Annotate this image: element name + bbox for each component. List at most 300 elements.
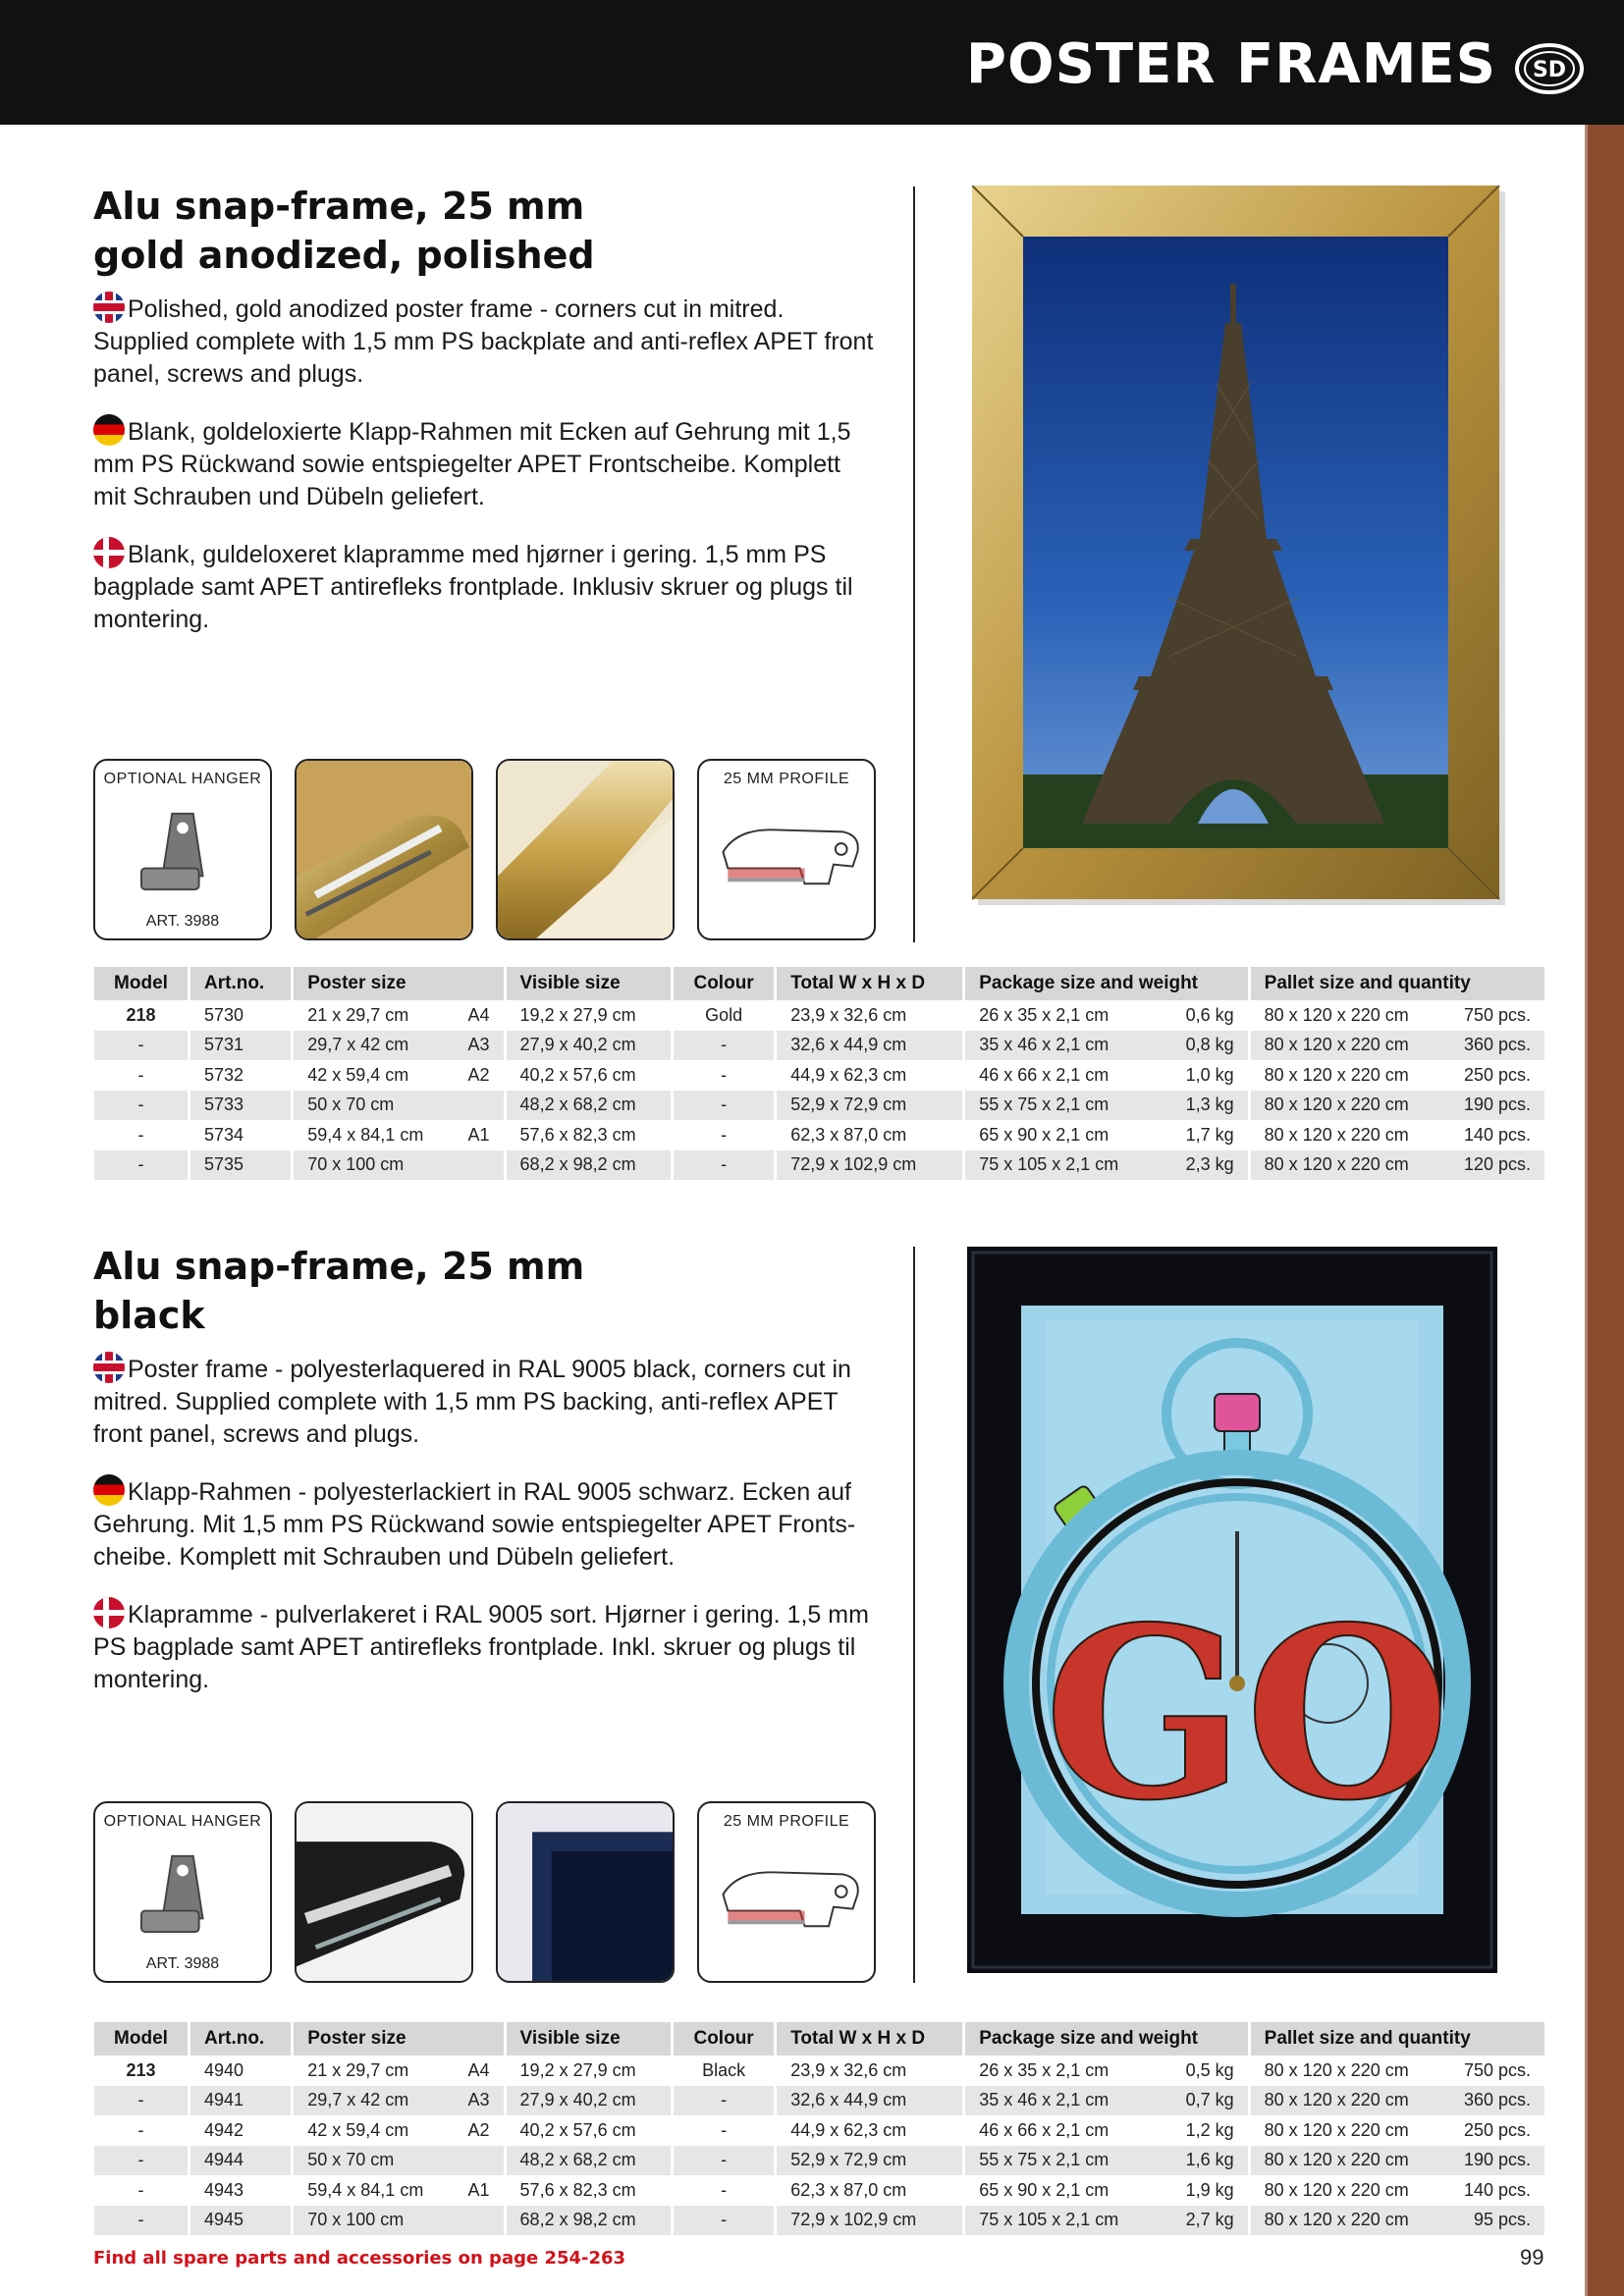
pallet-quantity: 140 pcs. — [1463, 2179, 1531, 2200]
article-number: 4945 — [204, 2210, 244, 2230]
pallet-size: 80 x 120 x 220 cm — [1264, 2119, 1409, 2140]
table-cell — [190, 1031, 291, 1061]
package-size: 75 x 105 x 2,1 cm — [979, 1154, 1119, 1175]
table-row — [94, 1060, 1544, 1091]
colour-value: - — [721, 1154, 728, 1175]
visible-size: 48,2 x 68,2 cm — [519, 1095, 636, 1115]
table-cell — [965, 1031, 1247, 1061]
corner-photo-thumbnail — [496, 759, 675, 940]
model-value: - — [137, 2210, 144, 2230]
package-weight: 0,8 kg — [1185, 1035, 1234, 1055]
thumbnail-article: ART. 3988 — [145, 1955, 220, 1972]
article-number: 5734 — [204, 1124, 244, 1145]
total-dimensions: 32,6 x 44,9 cm — [790, 2090, 907, 2110]
thumbnail-label: OPTIONAL HANGER — [103, 1813, 262, 1830]
poster-size: 21 x 29,7 cm — [307, 2059, 409, 2080]
package-size: 46 x 66 x 2,1 cm — [979, 1064, 1110, 1085]
model-value: - — [137, 2150, 144, 2170]
model-value: - — [137, 2119, 144, 2140]
package-weight: 1,0 kg — [1185, 1064, 1234, 1085]
article-number: 5731 — [204, 1035, 244, 1055]
paper-format: A1 — [467, 1124, 490, 1145]
description-english — [93, 292, 879, 391]
visible-size: 27,9 x 40,2 cm — [519, 1035, 636, 1055]
table-cell — [777, 2115, 962, 2146]
total-dimensions: 72,9 x 102,9 cm — [790, 2210, 917, 2230]
table-cell — [777, 2206, 962, 2236]
product-title-line: black — [93, 1294, 205, 1337]
table-cell — [507, 2086, 671, 2116]
pallet-quantity: 750 pcs. — [1463, 2059, 1531, 2080]
poster-size: 70 x 100 cm — [307, 1154, 405, 1175]
description-german — [93, 414, 879, 513]
pallet-size: 80 x 120 x 220 cm — [1264, 1124, 1409, 1145]
package-size: 26 x 35 x 2,1 cm — [979, 1004, 1110, 1025]
poster-size: 42 x 59,4 cm — [307, 1064, 409, 1085]
table-cell — [507, 1000, 671, 1031]
total-dimensions: 23,9 x 32,6 cm — [790, 2059, 907, 2080]
spare-parts-note: Find all spare parts and accessories on page 254-263 — [93, 2248, 626, 2269]
total-dimensions: 44,9 x 62,3 cm — [790, 2119, 907, 2140]
table-cell — [294, 1091, 503, 1121]
table-cell — [190, 2146, 291, 2176]
pallet-quantity: 250 pcs. — [1463, 2119, 1531, 2140]
product-title-line: Alu snap-frame, 25 mm — [93, 185, 585, 228]
pallet-size: 80 x 120 x 220 cm — [1264, 2059, 1409, 2080]
column-header: Pallet size and quantity — [1251, 2022, 1544, 2056]
table-cell — [294, 1120, 503, 1150]
table-cell — [674, 1000, 774, 1031]
model-value: - — [137, 1035, 144, 1055]
description-text: Blank, guldeloxeret klapramme med hjørner i gering. 1,5 mm PS bagplade samt APET antirefleks frontplade. Inklusiv skruer og plugs til montering. — [93, 541, 853, 633]
model-value: - — [137, 1154, 144, 1175]
total-dimensions: 23,9 x 32,6 cm — [790, 1004, 907, 1025]
column-header: Art.no. — [190, 967, 291, 1000]
table-cell — [674, 2175, 774, 2206]
package-weight: 0,5 kg — [1185, 2059, 1234, 2080]
table-cell — [777, 2086, 962, 2116]
package-size: 46 x 66 x 2,1 cm — [979, 2119, 1110, 2140]
table-header-row — [94, 967, 1544, 1000]
uk-flag-icon — [93, 292, 125, 323]
package-weight: 1,9 kg — [1185, 2179, 1234, 2200]
table-cell — [294, 1060, 503, 1091]
uk-flag-icon — [93, 1352, 125, 1383]
profile-drawing-thumbnail — [697, 759, 876, 940]
table-cell — [294, 1000, 503, 1031]
column-header: Total W x H x D — [777, 967, 962, 1000]
pallet-size: 80 x 120 x 220 cm — [1264, 1035, 1409, 1055]
table-row — [94, 1091, 1544, 1121]
table-cell — [190, 1150, 291, 1181]
table-cell — [294, 1031, 503, 1061]
article-number: 4941 — [204, 2090, 244, 2110]
page-title: POSTER FRAMES — [965, 32, 1496, 96]
visible-size: 19,2 x 27,9 cm — [519, 2059, 636, 2080]
package-weight: 0,7 kg — [1185, 2090, 1234, 2110]
pallet-quantity: 360 pcs. — [1463, 1035, 1531, 1055]
table-cell — [1251, 1091, 1544, 1121]
profile-drawing-icon — [699, 1803, 874, 1981]
table-cell — [777, 1060, 962, 1091]
package-weight: 1,2 kg — [1185, 2119, 1234, 2140]
pallet-quantity: 140 pcs. — [1463, 1124, 1531, 1145]
table-cell — [94, 2086, 188, 2116]
table-cell — [507, 2115, 671, 2146]
table-cell — [190, 2206, 291, 2236]
table-cell — [674, 2086, 774, 2116]
gold-frame-product-image — [972, 186, 1505, 905]
table-cell — [1251, 2086, 1544, 2116]
visible-size: 40,2 x 57,6 cm — [519, 1064, 636, 1085]
total-dimensions: 62,3 x 87,0 cm — [790, 2179, 907, 2200]
model-value: - — [137, 2090, 144, 2110]
description-text: Poster frame - polyesterlaquered in RAL 9005 black, corners cut in mitred. Supplied complete with 1,5 mm PS backing, anti-reflex APET front panel, screws and plugs. — [93, 1356, 851, 1448]
table-cell — [674, 1060, 774, 1091]
table-cell — [965, 2056, 1247, 2086]
column-header: Package size and weight — [965, 2022, 1247, 2056]
table-cell — [190, 1091, 291, 1121]
paper-format: A4 — [467, 2059, 490, 2080]
colour-value: - — [721, 2210, 728, 2230]
poster-size: 50 x 70 cm — [307, 1095, 395, 1115]
page-number: 99 — [1520, 2245, 1544, 2269]
column-header: Visible size — [507, 967, 671, 1000]
table-cell — [777, 1000, 962, 1031]
table-cell — [777, 1031, 962, 1061]
table-cell — [674, 1150, 774, 1181]
table-header-row — [94, 2022, 1544, 2056]
pallet-quantity: 190 pcs. — [1463, 1095, 1531, 1115]
table-cell — [1251, 2175, 1544, 2206]
package-size: 65 x 90 x 2,1 cm — [979, 2179, 1110, 2200]
package-weight: 1,6 kg — [1185, 2150, 1234, 2170]
table-cell — [777, 1150, 962, 1181]
gold-corner-photo — [498, 761, 673, 938]
package-weight: 2,3 kg — [1185, 1154, 1234, 1175]
colour-value: - — [721, 1035, 728, 1055]
total-dimensions: 44,9 x 62,3 cm — [790, 1064, 907, 1085]
colour-value: Black — [702, 2059, 746, 2080]
table-cell — [94, 2056, 188, 2086]
table-cell — [965, 1060, 1247, 1091]
colour-value: - — [721, 1064, 728, 1085]
article-number: 4942 — [204, 2119, 244, 2140]
profile-drawing-thumbnail — [697, 1801, 876, 1983]
sidebar-tab — [1585, 125, 1624, 2296]
brand-logo — [1514, 41, 1585, 96]
description-text: Polished, gold anodized poster frame - corners cut in mitred. Supplied complete with 1,5 mm PS backplate and anti-reflex APET front panel, screws and plugs. — [93, 295, 874, 388]
table-cell — [507, 1120, 671, 1150]
table-cell — [94, 2206, 188, 2236]
total-dimensions: 52,9 x 72,9 cm — [790, 2150, 907, 2170]
pallet-quantity: 95 pcs. — [1473, 2210, 1531, 2230]
poster-size: 42 x 59,4 cm — [307, 2119, 409, 2140]
model-value: 218 — [126, 1004, 156, 1025]
package-size: 26 x 35 x 2,1 cm — [979, 2059, 1110, 2080]
package-size: 75 x 105 x 2,1 cm — [979, 2210, 1119, 2230]
total-dimensions: 62,3 x 87,0 cm — [790, 1124, 907, 1145]
table-cell — [777, 2146, 962, 2176]
poster-size: 29,7 x 42 cm — [307, 2090, 409, 2110]
table-cell — [965, 1150, 1247, 1181]
black-corner-photo — [498, 1803, 673, 1981]
model-value: 213 — [126, 2059, 156, 2080]
thumbnail-label: 25 MM PROFILE — [723, 771, 850, 787]
paper-format: A4 — [467, 1004, 490, 1025]
table-cell — [190, 1060, 291, 1091]
column-header: Colour — [674, 2022, 774, 2056]
table-cell — [190, 2056, 291, 2086]
colour-value: - — [721, 2119, 728, 2140]
visible-size: 57,6 x 82,3 cm — [519, 2179, 636, 2200]
table-cell — [507, 2146, 671, 2176]
article-number: 5730 — [204, 1004, 244, 1025]
table-cell — [507, 2175, 671, 2206]
hanger-thumbnail — [93, 1801, 272, 1983]
column-header: Poster size — [294, 967, 503, 1000]
danish-flag-icon — [93, 537, 125, 568]
table-cell — [94, 2115, 188, 2146]
product-title — [93, 182, 859, 280]
table-cell — [777, 2175, 962, 2206]
package-size: 55 x 75 x 2,1 cm — [979, 1095, 1110, 1115]
visible-size: 48,2 x 68,2 cm — [519, 2150, 636, 2170]
table-row — [94, 2175, 1544, 2206]
profile-drawing-icon — [699, 761, 874, 938]
table-cell — [507, 1060, 671, 1091]
column-header: Pallet size and quantity — [1251, 967, 1544, 1000]
total-dimensions: 52,9 x 72,9 cm — [790, 1095, 907, 1115]
package-size: 65 x 90 x 2,1 cm — [979, 1124, 1110, 1145]
model-value: - — [137, 1064, 144, 1085]
table-cell — [965, 1091, 1247, 1121]
corner-photo-thumbnail — [496, 1801, 675, 1983]
table-row — [94, 2086, 1544, 2116]
table-cell — [1251, 2115, 1544, 2146]
table-cell — [94, 1031, 188, 1061]
table-cell — [1251, 2146, 1544, 2176]
column-header: Colour — [674, 967, 774, 1000]
specification-table — [91, 2022, 1547, 2235]
pallet-size: 80 x 120 x 220 cm — [1264, 2210, 1409, 2230]
visible-size: 68,2 x 98,2 cm — [519, 2210, 636, 2230]
pallet-size: 80 x 120 x 220 cm — [1264, 2090, 1409, 2110]
colour-value: - — [721, 1095, 728, 1115]
article-number: 5732 — [204, 1064, 244, 1085]
table-cell — [294, 2175, 503, 2206]
pallet-quantity: 190 pcs. — [1463, 2150, 1531, 2170]
detail-thumbnails — [93, 759, 879, 940]
package-size: 55 x 75 x 2,1 cm — [979, 2150, 1110, 2170]
hanger-icon — [95, 1803, 270, 1981]
pallet-size: 80 x 120 x 220 cm — [1264, 1095, 1409, 1115]
poster-size: 59,4 x 84,1 cm — [307, 2179, 424, 2200]
black-frame-product-image — [967, 1247, 1497, 1973]
table-cell — [777, 1091, 962, 1121]
pallet-quantity: 250 pcs. — [1463, 1064, 1531, 1085]
article-number: 4944 — [204, 2150, 244, 2170]
table-cell — [674, 2146, 774, 2176]
table-cell — [674, 1120, 774, 1150]
table-cell — [94, 1091, 188, 1121]
paper-format: A3 — [467, 1035, 490, 1055]
table-cell — [190, 2115, 291, 2146]
table-cell — [507, 1091, 671, 1121]
pallet-size: 80 x 120 x 220 cm — [1264, 1004, 1409, 1025]
table-cell — [1251, 1060, 1544, 1091]
column-divider — [913, 187, 915, 942]
table-cell — [965, 2175, 1247, 2206]
description-text: Klapramme - pulverlakeret i RAL 9005 sort. Hjørner i gering. 1,5 mm PS bagplade samt APET antirefleks frontplade. Inkl. skruer og plugs til montering. — [93, 1601, 869, 1693]
pallet-quantity: 750 pcs. — [1463, 1004, 1531, 1025]
table-cell — [674, 2206, 774, 2236]
description-text: Klapp-Rahmen - polyesterlackiert in RAL 9005 schwarz. Ecken auf Gehrung. Mit 1,5 mm PS Rückwand sowie entspiegelter APET Fronts-cheibe. Komplett mit Schrauben und Dübeln geliefert. — [93, 1478, 856, 1571]
total-dimensions: 72,9 x 102,9 cm — [790, 1154, 917, 1175]
specification-table — [91, 967, 1547, 1180]
table-cell — [294, 2206, 503, 2236]
product-title-line: gold anodized, polished — [93, 234, 595, 277]
model-value: - — [137, 1095, 144, 1115]
gold-profile-photo — [297, 761, 471, 938]
paper-format: A3 — [467, 2090, 490, 2110]
column-divider — [913, 1247, 915, 1983]
table-cell — [507, 2206, 671, 2236]
column-header: Package size and weight — [965, 967, 1247, 1000]
visible-size: 40,2 x 57,6 cm — [519, 2119, 636, 2140]
poster-size: 50 x 70 cm — [307, 2150, 395, 2170]
go-stopwatch-poster — [967, 1247, 1497, 1973]
pallet-quantity: 120 pcs. — [1463, 1154, 1531, 1175]
german-flag-icon — [93, 1474, 125, 1506]
table-cell — [1251, 2056, 1544, 2086]
paper-format: A2 — [467, 1064, 490, 1085]
table-cell — [294, 2056, 503, 2086]
eiffel-tower-poster — [972, 186, 1505, 905]
table-cell — [190, 1000, 291, 1031]
colour-value: - — [721, 2090, 728, 2110]
table-cell — [294, 2146, 503, 2176]
package-weight: 1,3 kg — [1185, 1095, 1234, 1115]
table-cell — [507, 1031, 671, 1061]
table-cell — [674, 2056, 774, 2086]
table-cell — [94, 1060, 188, 1091]
description-danish — [93, 1597, 879, 1696]
product-title — [93, 1242, 859, 1340]
column-header: Visible size — [507, 2022, 671, 2056]
poster-size: 70 x 100 cm — [307, 2210, 405, 2230]
article-number: 4943 — [204, 2179, 244, 2200]
table-row — [94, 2146, 1544, 2176]
package-size: 35 x 46 x 2,1 cm — [979, 2090, 1110, 2110]
description-german — [93, 1474, 879, 1574]
table-cell — [294, 2115, 503, 2146]
table-cell — [777, 1120, 962, 1150]
thumbnail-label: 25 MM PROFILE — [723, 1813, 850, 1830]
pallet-size: 80 x 120 x 220 cm — [1264, 1154, 1409, 1175]
model-value: - — [137, 2179, 144, 2200]
table-row — [94, 1031, 1544, 1061]
article-number: 4940 — [204, 2059, 244, 2080]
thumbnail-article: ART. 3988 — [145, 913, 220, 930]
package-weight: 0,6 kg — [1185, 1004, 1234, 1025]
visible-size: 57,6 x 82,3 cm — [519, 1124, 636, 1145]
pallet-size: 80 x 120 x 220 cm — [1264, 1064, 1409, 1085]
table-cell — [1251, 1031, 1544, 1061]
table-cell — [674, 1031, 774, 1061]
model-value: - — [137, 1124, 144, 1145]
danish-flag-icon — [93, 1597, 125, 1629]
table-cell — [190, 2086, 291, 2116]
svg-text:GO: GO — [1043, 1575, 1451, 1852]
table-cell — [190, 2175, 291, 2206]
table-row — [94, 1120, 1544, 1150]
paper-format: A1 — [467, 2179, 490, 2200]
poster-size: 21 x 29,7 cm — [307, 1004, 409, 1025]
table-cell — [965, 2115, 1247, 2146]
profile-photo-thumbnail — [295, 759, 473, 940]
table-cell — [94, 1150, 188, 1181]
table-cell — [94, 1000, 188, 1031]
hanger-icon — [95, 761, 270, 938]
description-text: Blank, goldeloxierte Klapp-Rahmen mit Ecken auf Gehrung mit 1,5 mm PS Rückwand sowie entspiegelter APET Frontscheibe. Komplett mit Schrauben und Dübeln geliefert. — [93, 418, 851, 510]
detail-thumbnails — [93, 1801, 879, 1983]
column-header: Art.no. — [190, 2022, 291, 2056]
table-cell — [94, 1120, 188, 1150]
colour-value: - — [721, 2150, 728, 2170]
table-cell — [1251, 2206, 1544, 2236]
table-row — [94, 1150, 1544, 1181]
table-cell — [965, 2086, 1247, 2116]
pallet-size: 80 x 120 x 220 cm — [1264, 2150, 1409, 2170]
colour-value: - — [721, 1124, 728, 1145]
table-cell — [965, 1120, 1247, 1150]
black-profile-photo — [297, 1803, 471, 1981]
german-flag-icon — [93, 414, 125, 446]
column-header: Model — [94, 967, 188, 1000]
column-header: Total W x H x D — [777, 2022, 962, 2056]
column-header: Poster size — [294, 2022, 503, 2056]
table-cell — [965, 2146, 1247, 2176]
table-cell — [1251, 1150, 1544, 1181]
poster-size: 29,7 x 42 cm — [307, 1035, 409, 1055]
table-cell — [190, 1120, 291, 1150]
table-cell — [674, 2115, 774, 2146]
table-cell — [1251, 1120, 1544, 1150]
profile-photo-thumbnail — [295, 1801, 473, 1983]
hanger-thumbnail — [93, 759, 272, 940]
paper-format: A2 — [467, 2119, 490, 2140]
table-cell — [507, 1150, 671, 1181]
package-weight: 2,7 kg — [1185, 2210, 1234, 2230]
description-english — [93, 1352, 879, 1451]
visible-size: 19,2 x 27,9 cm — [519, 1004, 636, 1025]
table-cell — [1251, 1000, 1544, 1031]
table-row — [94, 2115, 1544, 2146]
table-cell — [294, 1150, 503, 1181]
pallet-quantity: 360 pcs. — [1463, 2090, 1531, 2110]
column-header: Model — [94, 2022, 188, 2056]
svg-text:SD: SD — [1532, 58, 1567, 82]
table-row — [94, 2206, 1544, 2236]
article-number: 5735 — [204, 1154, 244, 1175]
description-danish — [93, 537, 879, 636]
visible-size: 27,9 x 40,2 cm — [519, 2090, 636, 2110]
colour-value: Gold — [705, 1004, 743, 1025]
table-cell — [94, 2175, 188, 2206]
table-cell — [94, 2146, 188, 2176]
table-cell — [674, 1091, 774, 1121]
